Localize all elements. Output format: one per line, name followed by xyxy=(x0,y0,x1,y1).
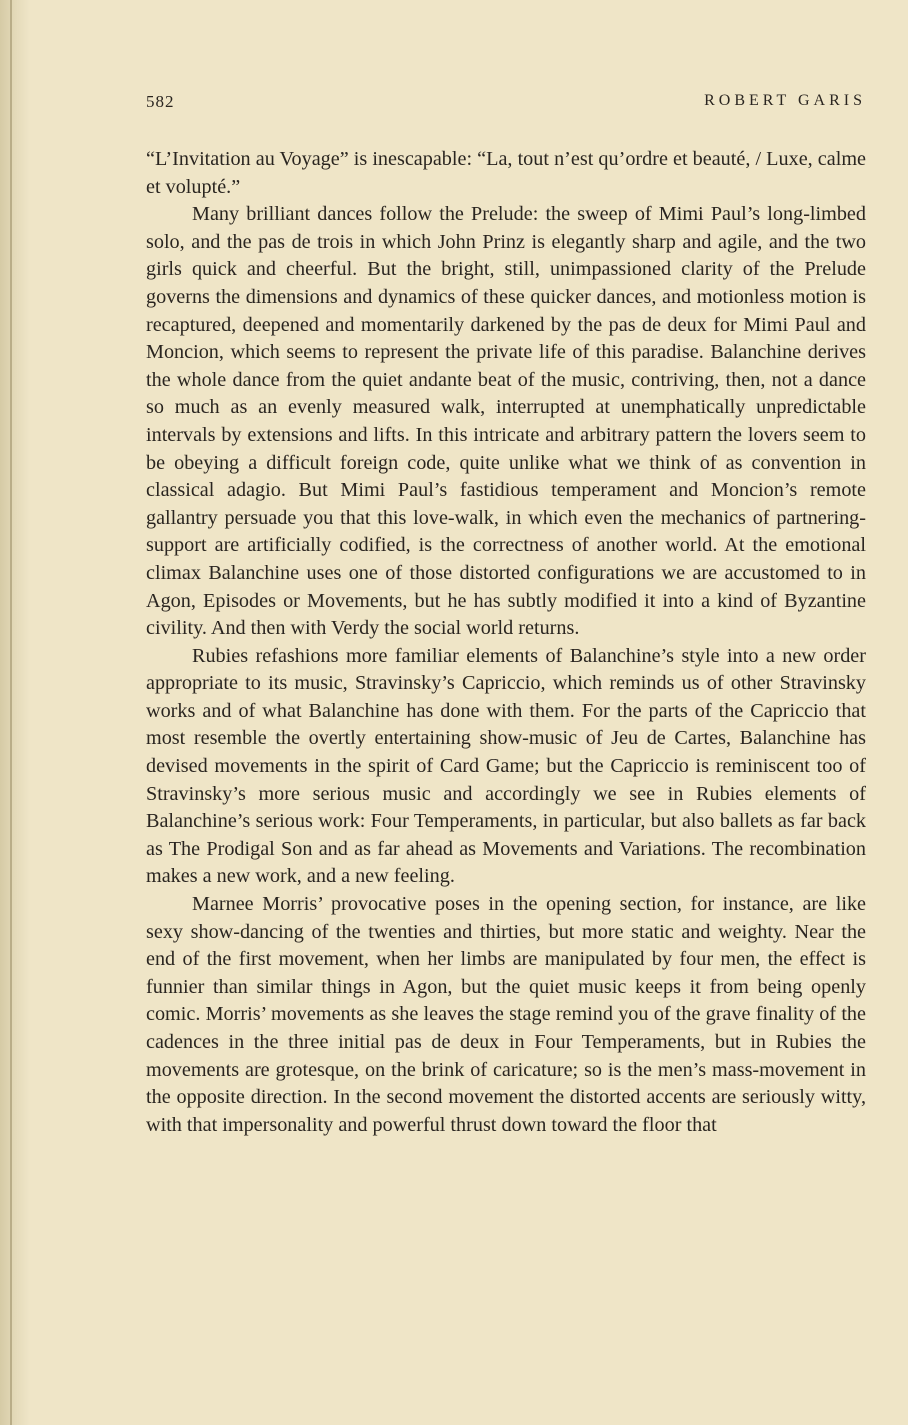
paragraph-3: Rubies refashions more familiar elements of Balanchine’s style into a new order appropriate to its music, Stravinsky’s Capriccio, which reminds us of other Stravinsky works and of what Balanchine has done with them. For the parts of the Capriccio that most resemble the overtly entertaining show-music of Jeu de Cartes, Balanchine has devised movements in the spirit of Card Game; but the Capriccio is reminiscent too of Stravinsky’s more serious music and accordingly we see in Rubies elements of Balanchine’s serious work: Four Temperaments, in particular, but also ballets as far back as The Prodigal Son and as far ahead as Movements and Variations. The recombination makes a new work, and a new feeling. xyxy=(146,644,866,888)
paragraph-1: “L’Invitation au Voyage” is inescapable: “La, tout n’est qu’ordre et beauté, / Luxe, calme et volupté.” xyxy=(146,148,866,198)
page-gutter xyxy=(0,0,30,1425)
page-header xyxy=(146,92,866,122)
book-page xyxy=(146,92,866,1139)
page-number: 582 xyxy=(146,92,175,111)
paragraph-4: Marnee Morris’ provocative poses in the opening section, for instance, are like sexy show-dancing of the twenties and thirties, but more static and weighty. Near the end of the first movement, when her limbs are manipulated by four men, the effect is funnier than similar things in Agon, but the quiet music keeps it from being openly comic. Morris’ movements as she leaves the stage remind you of the grave finality of the cadences in the three initial pas de deux in Four Temperaments, but in Rubies the movements are grotesque, on the brink of caricature; so is the men’s mass-movement in the opposite direction. In the second movement the distorted accents are seriously witty, with that impersonality and powerful thrust down toward the floor that xyxy=(146,893,866,1136)
binding-edge xyxy=(10,0,12,1425)
running-head: ROBERT GARIS xyxy=(704,92,866,109)
paragraph-2: Many brilliant dances follow the Prelude: the sweep of Mimi Paul’s long-limbed solo, and the pas de trois in which John Prinz is elegantly sharp and agile, and the two girls quick and cheerful. But the bright, still, unimpassioned clarity of the Prelude governs the dimensions and dynamics of these quicker dances, and motionless motion is recaptured, deepened and momentarily darkened by the pas de deux for Mimi Paul and Moncion, which seems to represent the private life of this paradise. Balanchine derives the whole dance from the quiet andante beat of the music, contriving, then, not a dance so much as an evenly measured walk, interrupted at unemphatically unpredictable intervals by extensions and lifts. In this intricate and arbitrary pattern the lovers seem to be obeying a difficult foreign code, quite unlike what we think of as convention in classical adagio. But Mimi Paul’s fastidious temperament and Moncion’s remote gallantry persuade you that this love-walk, in which even the mechanics of partnering-support are artificially codified, is the correctness of another world. At the emotional climax Balanchine uses one of those distorted configurations we are accustomed to in Agon, Episodes or Movements, but he has subtly modified it into a kind of Byzantine civility. And then with Verdy the social world returns. xyxy=(146,203,866,640)
body-text xyxy=(146,146,866,1139)
